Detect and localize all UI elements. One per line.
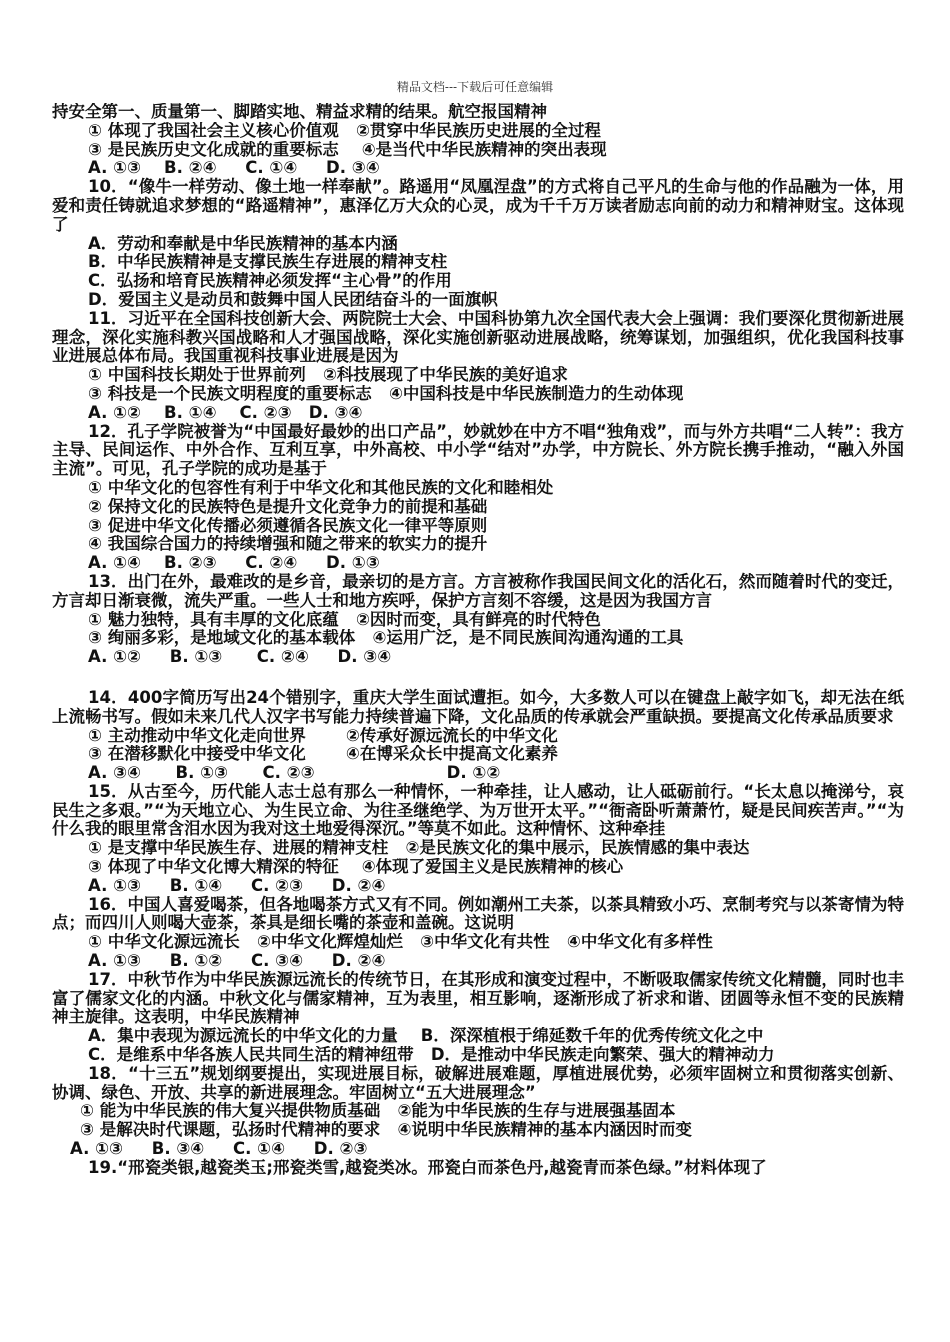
answer-option-line: ① 体现了我国社会主义核心价值观 ②贯穿中华民族历史进展的全过程 xyxy=(88,121,601,140)
answer-option-line: ④ 我国综合国力的持续增强和随之带来的软实力的提升 xyxy=(88,535,488,554)
answer-option-line: B．中华民族精神是支撑民族生存进展的精神支柱 xyxy=(88,253,448,272)
document-body xyxy=(52,103,904,1178)
answer-option-line: ① 中华文化源远流长 ②中华文化辉煌灿烂 ③中华文化有共性 ④中华文化有多样性 xyxy=(88,933,713,952)
answer-option-line: A. ①② B. ①④ C. ②③ D. ③④ xyxy=(88,403,363,422)
answer-option-line: ③ 促进中华文化传播必须遵循各民族文化一律平等原则 xyxy=(88,516,488,535)
answer-option-line: ① 魅力独特，具有丰厚的文化底蕴 ②因时而变，具有鲜亮的时代特色 xyxy=(88,610,601,629)
question-stem: 11．习近平在全国科技创新大会、两院院士大会、中国科协第九次全国代表大会上强调：我们要深化贯彻新进展理念，深化实施科教兴国战略和人才强国战略，深化实施创新驱动进展战略，统筹谋划，加强组织，优化我国科技事业进展总体布局。我国重视科技事业进展是因为 xyxy=(52,308,904,366)
answer-option-line: ① 中华文化的包容性有利于中华文化和其他民族的文化和睦相处 xyxy=(88,478,554,497)
answer-option-line: A. ①④ B. ②③ C. ②④ D. ①③ xyxy=(88,554,380,573)
answer-option-line: ① 中国科技长期处于世界前列 ②科技展现了中华民族的美好追求 xyxy=(88,366,568,385)
answer-option-line: ③ 体现了中华文化博大精深的特征 ④体现了爱国主义是民族精神的核心 xyxy=(88,858,624,877)
question-stem: 18．“十三五”规划纲要提出，实现进展目标，破解进展难题，厚植进展优势，必须牢固树立和贯彻落实创新、协调、绿色、开放、共享的新进展理念。牢固树立“五大进展理念” xyxy=(52,1063,904,1102)
answer-option-line: C．弘扬和培育民族精神必须发挥“主心骨”的作用 xyxy=(88,272,452,291)
answer-option-line: ③ 在潜移默化中接受中华文化 ④在博采众长中提高文化素养 xyxy=(88,745,558,764)
answer-option-line: ② 保持文化的民族特色是提升文化竞争力的前提和基础 xyxy=(88,497,488,516)
question-stem: 16．中国人喜爱喝茶，但各地喝茶方式又有不同。例如潮州工夫茶，以茶具精致小巧、烹制考究与以茶寄情为特点；而四川人则喝大壶茶，茶具是细长嘴的茶壶和盖碗。这说明 xyxy=(52,894,904,933)
answer-option-line: ① 能为中华民族的伟大复兴提供物质基础 ②能为中华民族的生存与进展强基固本 xyxy=(80,1102,676,1121)
question-stem: 19.“邢瓷类银,越瓷类玉;邢瓷类雪,越瓷类冰。邢瓷白而茶色丹,越瓷青而茶色绿。”材料体现了 xyxy=(88,1157,767,1177)
answer-option-line: A. ①③ B. ①④ C. ②③ D. ②④ xyxy=(88,876,386,895)
answer-option-line: ③ 是解决时代课题，弘扬时代精神的要求 ④说明中华民族精神的基本内涵因时而变 xyxy=(80,1121,692,1140)
answer-option-line: A．劳动和奉献是中华民族精神的基本内涵 xyxy=(88,234,398,253)
answer-option-line: A．集中表现为源远流长的中华文化的力量 B．深深植根于绵延数千年的优秀传统文化之中 xyxy=(88,1027,764,1046)
page-header: 精品文档---下载后可任意编辑 xyxy=(396,80,554,94)
answer-option-line: ③ 是民族历史文化成就的重要标志 ④是当代中华民族精神的突出表现 xyxy=(88,140,607,159)
answer-option-line: A. ①③ B. ③④ C. ①④ D. ②③ xyxy=(70,1140,368,1159)
answer-option-line: A. ①② B. ①③ C. ②④ D. ③④ xyxy=(88,648,392,667)
blank-gap xyxy=(52,667,904,689)
answer-option-line: ① 主动推动中华文化走向世界 ②传承好源远流长的中华文化 xyxy=(88,726,558,745)
answer-option-line: A. ③④ B. ①③ C. ②③ D. ①② xyxy=(88,764,501,783)
answer-option-line: C．是维系中华各族人民共同生活的精神纽带 D．是推动中华民族走向繁荣、强大的精神动力 xyxy=(88,1046,775,1065)
answer-option-line: A. ①③ B. ②④ C. ①④ D. ③④ xyxy=(88,159,380,178)
question-stem: 13．出门在外，最难改的是乡音，最亲切的是方言。方言被称作我国民间文化的活化石，然而随着时代的变迁，方言却日渐衰微，流失严重。一些人士和地方疾呼，保护方言刻不容缓，这是因为我国方言 xyxy=(52,571,904,610)
question-stem: 14．400字简历写出24个错别字，重庆大学生面试遭拒。如今，大多数人可以在键盘上敲字如飞，却无法在纸上流畅书写。假如未来几代人汉字书写能力持续普遍下降，文化品质的传承就会严重缺损。要提高文化传承品质要求 xyxy=(52,687,904,726)
text-line: 持安全第一、质量第一、脚踏实地、精益求精的结果。航空报国精神 xyxy=(52,103,547,121)
answer-option-line: ① 是支撑中华民族生存、进展的精神支柱 ②是民族文化的集中展示，民族情感的集中表达 xyxy=(88,839,750,858)
answer-option-line: ③ 科技是一个民族文明程度的重要标志 ④中国科技是中华民族制造力的生动体现 xyxy=(88,384,684,403)
answer-option-line: ③ 绚丽多彩，是地域文化的基本载体 ④运用广泛，是不同民族间沟通沟通的工具 xyxy=(88,629,684,648)
question-stem: 12．孔子学院被誉为“中国最好最妙的出口产品”，妙就妙在中方不唱“独角戏”，而与外方共唱“二人转”：我方主导、民间运作、中外合作、互利互享，中外高校、中小学“结对”办学，中方院长、外方院长携手推动，“融入外国主流”。可见，孔子学院的成功是基于 xyxy=(52,421,904,479)
question-stem: 10．“像牛一样劳动、像土地一样奉献”。路遥用“凤凰涅盘”的方式将自己平凡的生命与他的作品融为一体，用爱和责任铸就追求梦想的“路遥精神”，惠泽亿万大众的心灵，成为千千万万读者励志向前的动力和精神财宝。这体现了 xyxy=(52,177,904,234)
answer-option-line: D．爱国主义是动员和鼓舞中国人民团结奋斗的一面旗帜 xyxy=(88,290,498,309)
question-stem: 17．中秋节作为中华民族源远流长的传统节日，在其形成和演变过程中，不断吸取儒家传统文化精髓，同时也丰富了儒家文化的内涵。中秋文化与儒家精神，互为表里，相互影响，逐渐形成了祈求和谐、团圆等永恒不变的民族精神主旋律。这表明，中华民族精神 xyxy=(52,969,904,1027)
answer-option-line: A. ①③ B. ①② C. ③④ D. ②④ xyxy=(88,952,386,971)
question-stem: 15．从古至今，历代能人志士总有那么一种情怀，一种牵挂，让人感动，让人砥砺前行。“长太息以掩涕兮，哀民生之多艰。”“为天地立心、为生民立命、为往圣继绝学、为万世开太平。”“衙斋卧听萧萧竹，疑是民间疾苦声。”“为什么我的眼里常含泪水因为我对这土地爱得深沉。”等莫不如此。这种情怀、这种牵挂 xyxy=(52,781,904,839)
